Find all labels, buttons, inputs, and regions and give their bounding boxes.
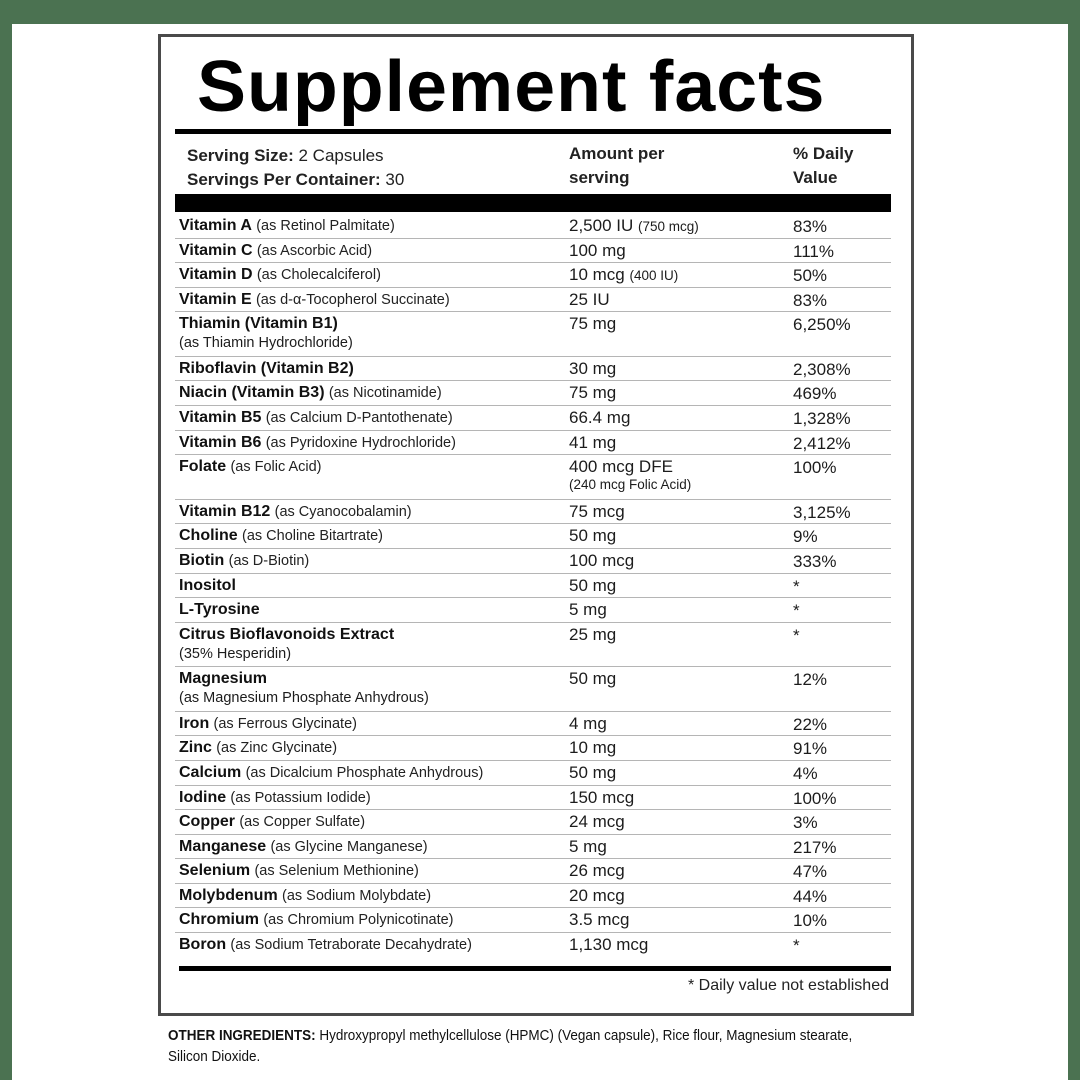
nutrient-source: (as Ascorbic Acid) [256, 242, 373, 259]
amount-cell [569, 886, 789, 906]
nutrient-source: (as Calcium D-Pantothenate) [265, 410, 453, 427]
daily-value-cell: 47% [793, 862, 828, 882]
table-row [175, 500, 891, 525]
nutrient-name: L-Tyrosine [179, 601, 260, 619]
nutrient-name: Vitamin D [179, 266, 253, 284]
amount-note: (750 mcg) [638, 219, 699, 234]
serving-size-label: Serving Size: [187, 146, 294, 165]
nutrient-source: (as Nicotinamide) [328, 385, 442, 402]
amount-value: 400 mcg DFE [569, 457, 673, 477]
nutrient-name-cell [179, 457, 569, 477]
table-row [175, 761, 891, 786]
nutrient-name: Boron [179, 936, 227, 954]
nutrient-source: (as Chromium Polynicotinate) [263, 912, 454, 929]
table-row [175, 549, 891, 574]
amount-cell [569, 738, 789, 758]
amount-cell [569, 625, 789, 645]
daily-value-cell: 2,412% [793, 433, 851, 453]
amount-cell [569, 551, 789, 571]
amount-cell [569, 526, 789, 546]
amount-value: 26 mcg [569, 861, 625, 881]
nutrient-source: (as Copper Sulfate) [239, 814, 366, 831]
amount-value: 10 mcg [569, 265, 625, 285]
image-panel [12, 24, 1068, 1080]
amount-cell [569, 837, 789, 857]
nutrient-name: Vitamin E [179, 290, 252, 308]
table-row [175, 859, 891, 884]
amount-cell [569, 502, 789, 522]
daily-value-header [793, 142, 853, 190]
daily-value-cell: 111% [793, 241, 834, 261]
nutrient-name-cell [179, 216, 569, 236]
amount-value: 75 mg [569, 383, 617, 403]
nutrient-name-cell [179, 788, 569, 808]
daily-value-cell: * [793, 601, 800, 621]
table-row [175, 524, 891, 549]
nutrient-name-cell [179, 669, 569, 708]
amount-cell [569, 576, 789, 596]
amount-cell [569, 714, 789, 734]
amount-value: 1,130 mcg [569, 935, 649, 955]
amount-value: 50 mg [569, 669, 617, 689]
nutrient-name: Vitamin A [179, 217, 252, 234]
daily-value-cell: 3,125% [793, 502, 851, 522]
nutrient-source-sub: (as Thiamin Hydrochloride) [179, 335, 353, 352]
daily-value-cell: 2,308% [793, 359, 851, 379]
other-ingredients-text: Hydroxypropyl methylcellulose (HPMC) (Vegan capsule), Rice flour, Magnesium stearate, Silicon Dioxide. [168, 1028, 853, 1065]
amount-per-serving-header [569, 142, 664, 190]
table-row [175, 623, 891, 668]
daily-value-cell: 3% [793, 813, 818, 833]
amount-cell [569, 457, 789, 493]
nutrient-source: (as Glycine Manganese) [270, 838, 428, 855]
daily-value-cell: 12% [793, 670, 828, 690]
nutrient-source-sub: (as Magnesium Phosphate Anhydrous) [179, 690, 429, 707]
nutrient-source-sub: (35% Hesperidin) [179, 645, 292, 662]
amount-cell [569, 241, 789, 261]
daily-value-cell: 100% [793, 788, 837, 808]
nutrient-name: Choline [179, 527, 238, 545]
dv-header-line1: % Daily [793, 144, 854, 163]
daily-value-cell: 22% [793, 714, 828, 734]
nutrient-name-cell [179, 738, 569, 758]
servings-per-container-label: Servings Per Container: [187, 170, 381, 189]
nutrient-source: (as Retinol Palmitate) [256, 218, 395, 234]
amount-cell [569, 383, 789, 403]
nutrient-source: (as Selenium Methionine) [254, 863, 419, 880]
amount-value: 25 IU [569, 289, 610, 309]
nutrient-source: (as Choline Bitartrate) [241, 528, 384, 545]
amount-cell [569, 812, 789, 832]
nutrient-name-cell [179, 502, 569, 522]
amount-value: 75 mcg [569, 501, 625, 521]
nutrient-name: Molybdenum [179, 886, 278, 904]
table-row [175, 884, 891, 909]
nutrient-name: Selenium [179, 862, 251, 880]
amount-value: 50 mg [569, 526, 617, 546]
nutrient-name-cell [179, 314, 569, 353]
serving-header [175, 140, 891, 190]
footnote: * Daily value not established [687, 977, 889, 994]
nutrient-name-cell [179, 714, 569, 734]
nutrient-name: Thiamin (Vitamin B1) [179, 315, 338, 333]
nutrient-name-cell [179, 433, 569, 453]
amount-value: 66.4 mg [569, 408, 631, 428]
table-row [175, 786, 891, 811]
nutrient-name-cell [179, 861, 569, 881]
nutrient-name-cell [179, 763, 569, 783]
nutrient-source: (as Potassium Iodide) [230, 789, 371, 806]
nutrient-name-cell [179, 812, 569, 832]
amount-value: 100 mcg [569, 550, 635, 570]
nutrient-name-cell [179, 910, 569, 930]
amount-header-line2: serving [569, 168, 630, 187]
daily-value-cell: 4% [793, 763, 818, 783]
daily-value-cell: 10% [793, 911, 828, 931]
amount-value: 10 mg [569, 738, 617, 758]
daily-value-cell: 91% [793, 739, 828, 759]
nutrient-name: Inositol [179, 576, 236, 594]
other-ingredients-label: OTHER INGREDIENTS: [168, 1028, 316, 1044]
nutrient-name: Vitamin C [179, 241, 253, 259]
nutrient-name-cell [179, 600, 569, 620]
amount-value: 25 mg [569, 624, 617, 644]
table-row [175, 908, 891, 933]
nutrient-name: Zinc [179, 739, 212, 757]
nutrient-name: Iron [179, 714, 210, 732]
amount-cell [569, 935, 789, 955]
table-row [175, 933, 891, 958]
amount-header-line1: Amount per [569, 144, 665, 163]
nutrient-name-cell [179, 551, 569, 571]
table-row [175, 431, 891, 456]
amount-cell [569, 359, 789, 379]
daily-value-cell: 6,250% [793, 315, 851, 335]
nutrient-source: (as d-α-Tocopherol Succinate) [255, 291, 450, 308]
table-row [175, 810, 891, 835]
daily-value-cell: 217% [793, 837, 837, 857]
table-row [175, 239, 891, 264]
amount-value: 3.5 mcg [569, 910, 630, 930]
amount-value: 2,500 IU [569, 216, 634, 235]
nutrient-name: Magnesium [179, 670, 268, 688]
nutrient-name-cell [179, 935, 569, 955]
nutrient-source: (as Cholecalciferol) [256, 267, 381, 284]
nutrient-name: Vitamin B6 [179, 433, 262, 451]
nutrient-source: (as Cyanocobalamin) [274, 503, 412, 520]
table-row [175, 574, 891, 599]
nutrient-table [175, 214, 891, 958]
nutrient-source: (as Ferrous Glycinate) [213, 715, 357, 732]
nutrient-source: (as Sodium Molybdate) [281, 887, 432, 904]
amount-cell [569, 290, 789, 310]
nutrient-name-cell [179, 837, 569, 857]
nutrient-name: Niacin (Vitamin B3) [179, 384, 325, 402]
table-row [175, 712, 891, 737]
daily-value-cell: 1,328% [793, 409, 851, 429]
table-row [175, 381, 891, 406]
amount-cell [569, 408, 789, 428]
nutrient-source: (as Dicalcium Phosphate Anhydrous) [245, 764, 484, 781]
nutrient-name: Chromium [179, 911, 259, 929]
nutrient-name-cell [179, 526, 569, 546]
amount-sub-note: (240 mcg Folic Acid) [569, 477, 692, 493]
amount-value: 24 mcg [569, 812, 625, 832]
nutrient-name-cell [179, 241, 569, 261]
serving-size-value: 2 Capsules [298, 146, 384, 165]
header-divider [175, 194, 891, 212]
daily-value-cell: 333% [793, 551, 837, 571]
nutrient-name-cell [179, 383, 569, 403]
dv-header-line2: Value [793, 168, 838, 187]
nutrient-name-cell [179, 625, 569, 664]
nutrient-name-cell [179, 265, 569, 285]
amount-value: 150 mcg [569, 787, 635, 807]
daily-value-cell: 44% [793, 886, 828, 906]
amount-value: 5 mg [569, 836, 607, 856]
amount-cell [569, 600, 789, 620]
amount-value: 75 mg [569, 314, 617, 334]
nutrient-source: (as Folic Acid) [230, 459, 322, 476]
nutrient-source: (as Pyridoxine Hydrochloride) [265, 434, 456, 451]
table-row [175, 598, 891, 623]
nutrient-name: Citrus Bioflavonoids Extract [179, 625, 395, 643]
nutrient-name: Vitamin B5 [179, 409, 262, 427]
amount-cell [569, 265, 789, 286]
serving-info [187, 144, 404, 192]
table-row [175, 455, 891, 500]
daily-value-cell: * [793, 576, 800, 596]
amount-cell [569, 861, 789, 881]
title-divider [175, 129, 891, 134]
daily-value-cell: 469% [793, 384, 837, 404]
daily-value-cell: * [793, 936, 800, 956]
nutrient-name-cell [179, 408, 569, 428]
nutrient-name: Biotin [179, 551, 225, 569]
nutrient-name-cell [179, 359, 569, 379]
table-row [175, 667, 891, 712]
amount-note: (400 IU) [629, 268, 679, 284]
amount-cell [569, 669, 789, 689]
amount-value: 50 mg [569, 575, 617, 595]
nutrient-name-cell [179, 290, 569, 310]
daily-value-cell: 9% [793, 527, 818, 547]
nutrient-name: Folate [179, 458, 227, 476]
table-row [175, 288, 891, 313]
amount-value: 100 mg [569, 240, 626, 260]
table-bottom-divider [179, 966, 891, 971]
amount-value: 4 mg [569, 713, 607, 733]
amount-cell [569, 788, 789, 808]
amount-cell [569, 314, 789, 334]
table-row [175, 263, 891, 288]
table-row [175, 312, 891, 357]
amount-value: 50 mg [569, 762, 617, 782]
label-title: Supplement facts [197, 47, 826, 127]
nutrient-source: (as Sodium Tetraborate Decahydrate) [230, 937, 472, 954]
amount-cell [569, 763, 789, 783]
table-row [175, 406, 891, 431]
daily-value-cell: 100% [793, 458, 837, 478]
nutrient-source: (as Zinc Glycinate) [216, 740, 338, 757]
table-row [175, 357, 891, 382]
nutrient-source: (as D-Biotin) [228, 552, 310, 569]
amount-cell [569, 433, 789, 453]
servings-per-container-value: 30 [385, 170, 405, 189]
nutrient-name: Manganese [179, 837, 267, 855]
supplement-facts-label [158, 34, 914, 1016]
amount-cell [569, 216, 789, 237]
nutrient-name: Copper [179, 813, 235, 831]
amount-value: 5 mg [569, 600, 607, 620]
nutrient-name-cell [179, 886, 569, 906]
nutrient-name-cell [179, 576, 569, 596]
nutrient-name: Vitamin B12 [179, 502, 271, 520]
other-ingredients [168, 1026, 875, 1068]
table-row [175, 214, 891, 239]
amount-value: 20 mcg [569, 885, 625, 905]
daily-value-cell: 83% [793, 217, 828, 236]
nutrient-name: Iodine [179, 788, 227, 806]
daily-value-cell: * [793, 625, 800, 645]
daily-value-cell: 50% [793, 266, 828, 286]
nutrient-name: Riboflavin (Vitamin B2) [179, 359, 354, 377]
table-row [175, 736, 891, 761]
amount-value: 30 mg [569, 358, 617, 378]
daily-value-cell: 83% [793, 290, 828, 310]
amount-cell [569, 910, 789, 930]
nutrient-name: Calcium [179, 763, 242, 781]
amount-value: 41 mg [569, 432, 617, 452]
table-row [175, 835, 891, 860]
